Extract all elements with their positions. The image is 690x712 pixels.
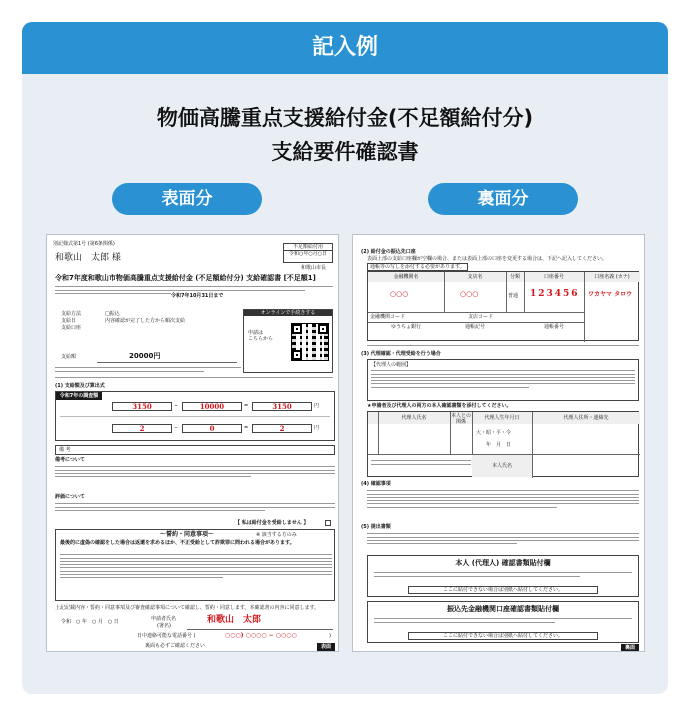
era-options: 大・昭・平・令 [476,430,512,436]
account-label: 支給口座 [61,325,82,331]
sec2-title: (2) 給付金の振込先口座 [361,249,416,255]
sec3-title: (3) 代理確認・代理受給を行う場合 [361,351,441,357]
amount-label: 支給額 [61,354,77,360]
proxy-range-title: 【代理人の範囲】 [371,362,412,368]
page-title-line1: 物価高騰重点支援給付金(不足額給付分) [156,106,534,130]
calc-b: 10000 [199,402,225,411]
sec4-text [367,488,639,522]
yucho-header: ゆうちょ銀行 [390,324,421,330]
unit-yen-1: 円 [314,403,320,409]
notes-row [55,445,335,455]
opt-out-checkbox[interactable] [325,520,331,526]
calc-box [55,391,335,441]
method-note: 内容確認が完了した方から順次支給 [105,318,186,324]
consent-title: 〜誓約・同意事項〜 [160,531,215,538]
proxy-range-text [371,368,635,400]
account-header: 口座番号 [543,274,564,280]
eval-head: 評価について [55,494,85,500]
online-box[interactable] [243,309,333,373]
op-eq-1: = [244,403,249,409]
op-minus-2: − [174,425,179,431]
front-side-tag: 表面 [317,643,335,651]
op-minus-1: − [174,403,179,409]
id-doc-text [374,570,632,582]
date-label: 支給日 [61,318,77,324]
calc-a-box [112,402,172,411]
calc-b-box [182,402,242,411]
consent-box [55,529,335,601]
recipient-name: 和歌山 太郎 様 [55,253,121,263]
amount-notes-2 [55,375,333,383]
sec5-title: (5) 提出書類 [361,524,391,530]
dob-header: 代理人生年月日 [484,415,520,421]
holder-value: ワカヤマ タロウ [588,291,633,298]
front-sheet [46,234,339,652]
method-label: 支給方法 [61,311,82,317]
passbook-no-header: 通帳番号 [543,324,564,330]
deadline-note: 令和7年10月31日まで [171,293,224,299]
calc-r1-box [112,424,172,433]
type-header: 分類 [509,274,520,280]
page-title-line2: 支給要件確認書 [271,140,419,164]
signer-name: 和歌山 太郎 [207,615,262,625]
date-value: 令和○年○月○日 [288,251,328,258]
account-value: 123456 [530,289,580,299]
proxy-table [367,411,639,477]
consent-lead: 最後的に虚偽の確認をした場合は返還を求めるほか、不正受給として詐欺罪に問われる場合があります。 [60,540,295,546]
bank-doc-title: 振込先金融機関口座確認書類貼付欄 [447,605,559,613]
type-value: 普通 [508,293,519,299]
holder-header: 口座名義 (カナ) [594,274,630,280]
id-doc-foot: ここに貼付できない場合は別紙へ貼付してください。 [408,586,598,594]
online-text: 申請は こちらから [248,330,274,343]
bank-doc-box [367,601,639,643]
calc-c-box [252,402,312,411]
back-side-tag: 裏面 [621,644,639,652]
calc-r2-box [182,424,242,433]
calc-c: 3150 [272,402,292,411]
doc-title: 令和7年度和歌山市物価高騰重点支援給付金 (不足額給付分) 支給確認書 [不足額1] [55,274,316,282]
qr-code-icon[interactable] [292,324,328,360]
amount-value: 20000円 [129,352,161,360]
relation-header: 本人との関係 [450,413,471,426]
calc-r3: 2 [279,424,285,433]
sec2-warn: 通帳等の写しを添付する必要があります。 [367,263,468,271]
sec4-title: (4) 確認事項 [361,481,391,487]
eval-text [55,501,335,521]
section1-title: (1) 支給額及び算出式 [55,383,105,389]
date-box [283,243,333,263]
id-doc-title: 本人 (代理人) 確認書類貼付欄 [455,559,551,567]
phone-label: 日中連絡可能な電話番号 ( [137,633,196,639]
bank-name-value: ○○○ [390,289,409,298]
consent-note: ※ 該当する方のみ [256,532,297,538]
opt-out-check[interactable]: 【 私は給付金を受給しません 】 [235,520,309,526]
signer-label: 申請者氏名 [151,616,177,622]
sec2-note: 表面上部の支給口座欄が空欄の場合、または表面上部の口座を変更する場合は、下記へ記入してください。 [367,256,608,262]
front-label: 表面分 [112,183,262,215]
bank-code-header: 金融機関コード [370,314,406,320]
branch-code-header: 支店コード [468,314,494,320]
unit-yen-2: 円 [314,425,320,431]
back-sheet [352,234,645,652]
date-box-title: 不足額給付用 [284,244,332,251]
online-title: オンラインで手続きする [244,310,332,316]
id-doc-box [367,555,639,597]
notes-head: 備考について [55,457,85,463]
bank-doc-text [374,616,632,628]
bank-doc-foot: ここに貼付できない場合は別紙へ貼付してください。 [408,632,598,640]
consent-foot: 上記記載内容・誓約・同意事項及び審査確認事項について確認し、誓約・同意します。本確認書の内容に同意します。 [55,605,320,611]
signer-sub: (署名) [157,623,171,629]
notes-text [55,464,335,494]
self-note [371,458,471,476]
proxy-range-box [367,359,639,401]
phone-value: ○○○) ○○○○ − ○○○○ [225,632,297,639]
calc-head: 令和7年の調査額 [56,392,102,400]
proxy-warn: ★申請者及び代理人の両方の本人確認書類を添付してください。 [367,403,512,409]
sign-date: 令和 ○ 年 ○ 月 ○ 日 [61,619,119,625]
op-eq-2: = [244,425,249,431]
branch-value: ○○○ [460,289,479,298]
proxy-name-header: 代理人氏名 [401,415,427,421]
calc-r3-box [252,424,312,433]
proxy-addr-header: 代理人住所・連絡先 [563,415,609,421]
back-label: 裏面分 [428,183,578,215]
method-value: □振込 [105,311,120,317]
issuer: 和歌山市長 [301,265,327,271]
notes-label: 備 考 [59,447,71,453]
bank-name-header: 金融機関名 [393,274,419,280]
calc-a: 3150 [132,402,152,411]
consent-text [60,552,332,600]
ymd: 年 月 日 [486,442,512,448]
calc-r1: 2 [139,424,145,433]
passbook-header: 通帳記号 [464,324,485,330]
phone-close: ) [329,633,331,639]
amount-notes [55,365,241,375]
bank-table [367,271,639,341]
calc-r2: 0 [209,424,215,433]
bottom-note: 裏面も必ずご確認ください [145,643,206,649]
self-name-header: 本人氏名 [472,455,532,477]
branch-header: 支店名 [467,274,483,280]
sec5-text [367,531,639,553]
banner-title: 記入例 [22,22,668,74]
form-number: 別記様式第1号 (第6条関係) [53,241,115,247]
bank-footnote [367,343,639,349]
